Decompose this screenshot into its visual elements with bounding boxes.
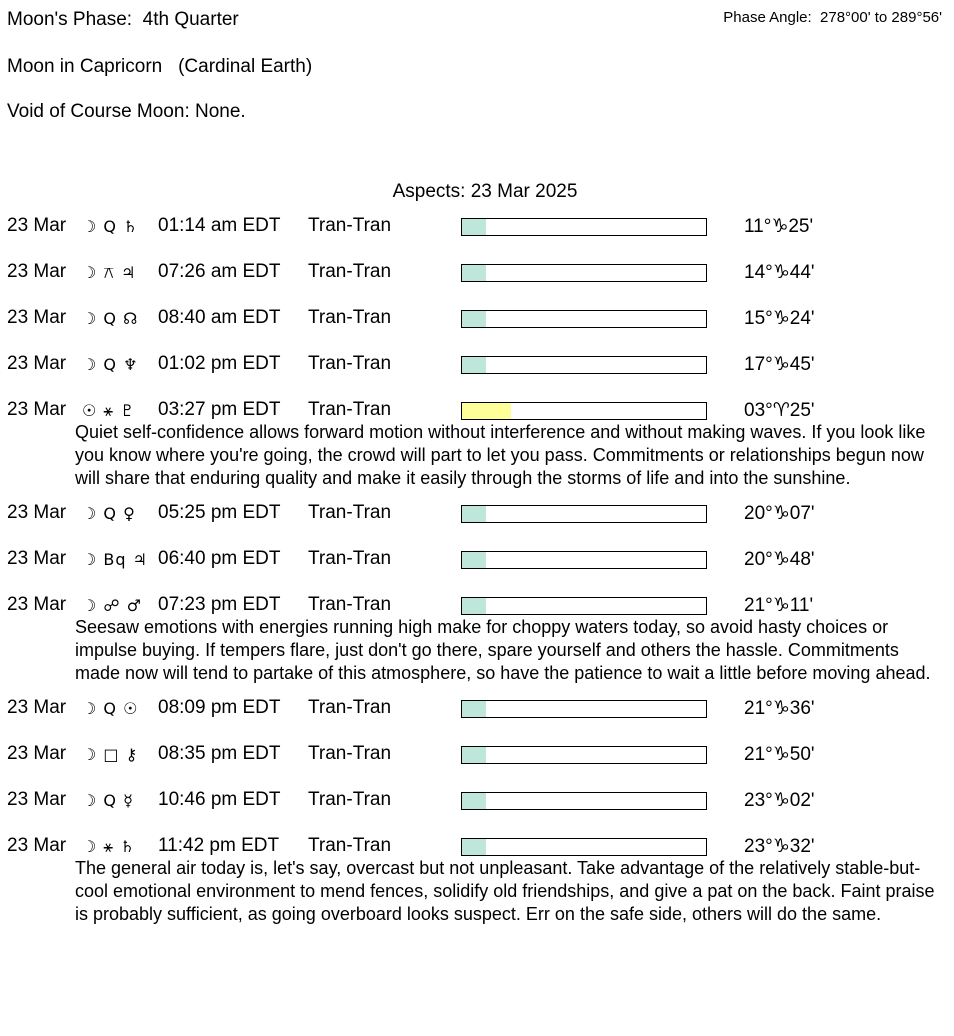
aspect-interpretation: The general air today is, let's say, overcast but not unpleasant. Take advantage of the relatively stable-but-cool emotional environment to mend fences, solidify old friendships, and give a pat on the back. Faint praise is probably sufficient, as going overboard looks suspect. Err on the safe side, others will do the same. <box>75 858 935 924</box>
aspect-position: 20°♑07' <box>744 503 815 524</box>
aspect-type: Tran-Tran <box>308 261 392 282</box>
aspect-time: 03:27 pm EDT <box>158 399 281 420</box>
aspect-glyphs-icon: ☽ Q ♆ <box>82 355 139 374</box>
aspect-row <box>0 742 954 768</box>
aspect-date: 23 Mar <box>7 261 67 282</box>
aspect-position: 23°♑32' <box>744 836 815 857</box>
aspect-entry <box>0 501 954 547</box>
aspect-date: 23 Mar <box>7 353 67 374</box>
aspect-row <box>0 788 954 814</box>
aspect-glyphs-icon: ☽ □ ⚷ <box>82 745 139 764</box>
aspect-type: Tran-Tran <box>308 307 392 328</box>
strength-bar <box>461 597 707 615</box>
aspect-row <box>0 696 954 722</box>
aspect-date: 23 Mar <box>7 307 67 328</box>
strength-bar-fill <box>462 701 486 717</box>
aspect-glyphs-icon: ☽ ⚻ ♃ <box>82 263 137 282</box>
aspect-time: 11:42 pm EDT <box>158 835 280 856</box>
aspect-type: Tran-Tran <box>308 697 392 718</box>
strength-bar-fill <box>462 265 486 281</box>
aspect-position: 23°♑02' <box>744 790 815 811</box>
aspect-row <box>0 260 954 286</box>
aspect-type: Tran-Tran <box>308 353 392 374</box>
aspect-glyphs-icon: ☉ ⚹ ♇ <box>82 401 136 420</box>
aspect-type: Tran-Tran <box>308 548 392 569</box>
aspect-time: 01:02 pm EDT <box>158 353 281 374</box>
aspect-date: 23 Mar <box>7 399 67 420</box>
moon-phase: Moon's Phase: 4th Quarter <box>7 9 239 30</box>
aspect-glyphs-icon: ☽ Q ♀ <box>82 504 136 523</box>
strength-bar-fill <box>462 839 486 855</box>
aspect-glyphs-icon: ☽ ☍ ♂ <box>82 596 143 615</box>
aspect-entry <box>0 398 954 490</box>
aspect-type: Tran-Tran <box>308 743 392 764</box>
aspect-entry <box>0 214 954 260</box>
aspect-entry <box>0 352 954 398</box>
aspect-position: 03°♈25' <box>744 400 815 421</box>
strength-bar <box>461 792 707 810</box>
moon-sign: Moon in Capricorn (Cardinal Earth) <box>7 56 313 77</box>
strength-bar <box>461 264 707 282</box>
aspect-entry <box>0 306 954 352</box>
strength-bar-fill <box>462 506 486 522</box>
aspect-time: 08:35 pm EDT <box>158 743 281 764</box>
aspect-row <box>0 352 954 378</box>
aspect-entry <box>0 742 954 788</box>
aspect-time: 07:23 pm EDT <box>158 594 281 615</box>
aspect-glyphs-icon: ☽ Bq ♃ <box>82 550 148 569</box>
aspect-date: 23 Mar <box>7 789 67 810</box>
void-of-course: Void of Course Moon: None. <box>7 101 246 122</box>
aspect-glyphs-icon: ☽ Q ♄ <box>82 217 139 236</box>
strength-bar-fill <box>462 793 486 809</box>
aspect-position: 15°♑24' <box>744 308 815 329</box>
aspect-entry <box>0 547 954 593</box>
strength-bar <box>461 838 707 856</box>
aspect-row <box>0 398 954 424</box>
aspect-position: 20°♑48' <box>744 549 815 570</box>
strength-bar <box>461 700 707 718</box>
aspect-position: 17°♑45' <box>744 354 815 375</box>
aspect-row <box>0 306 954 332</box>
strength-bar <box>461 551 707 569</box>
aspect-type: Tran-Tran <box>308 502 392 523</box>
aspect-row <box>0 593 954 619</box>
aspect-date: 23 Mar <box>7 835 67 856</box>
aspect-entry <box>0 834 954 926</box>
strength-bar <box>461 356 707 374</box>
aspect-time: 05:25 pm EDT <box>158 502 281 523</box>
aspect-date: 23 Mar <box>7 743 67 764</box>
strength-bar-fill <box>462 357 486 373</box>
aspect-position: 11°♑25' <box>744 216 814 237</box>
strength-bar <box>461 746 707 764</box>
aspect-interpretation: Seesaw emotions with energies running high make for choppy waters today, so avoid hasty choices or impulse buying. If tempers flare, just don't go there, spare yourself and others the hassle. Commitments made now will tend to partake of this atmosphere, so have the patience to wait a little before moving ahead. <box>75 617 931 683</box>
aspect-glyphs-icon: ☽ Q ☿ <box>82 791 134 810</box>
aspect-interpretation: Quiet self-confidence allows forward motion without interference and without making waves. If you look like you know where you're going, the crowd will part to let you pass. Commitments or relationships begun now will share that enduring quality and make it easily through the storms of life and into the sunshine. <box>75 422 926 488</box>
aspect-row <box>0 501 954 527</box>
aspect-time: 10:46 pm EDT <box>158 789 281 810</box>
aspect-entry <box>0 260 954 306</box>
phase-angle: Phase Angle: 278°00' to 289°56' <box>723 9 942 26</box>
aspect-position: 21°♑11' <box>744 595 814 616</box>
aspect-list <box>0 214 954 937</box>
aspect-position: 21°♑36' <box>744 698 815 719</box>
strength-bar-fill <box>462 311 486 327</box>
aspect-entry <box>0 696 954 742</box>
aspect-glyphs-icon: ☽ Q ☊ <box>82 309 139 328</box>
strength-bar-fill <box>462 598 486 614</box>
aspect-entry <box>0 788 954 834</box>
strength-bar-fill <box>462 403 511 419</box>
aspect-date: 23 Mar <box>7 502 67 523</box>
aspect-glyphs-icon: ☽ ⚹ ♄ <box>82 837 136 856</box>
aspect-position: 21°♑50' <box>744 744 815 765</box>
aspect-date: 23 Mar <box>7 594 67 615</box>
aspect-time: 01:14 am EDT <box>158 215 281 236</box>
aspect-row <box>0 834 954 860</box>
aspect-entry <box>0 593 954 685</box>
aspects-title: Aspects: 23 Mar 2025 <box>392 181 578 202</box>
aspect-date: 23 Mar <box>7 548 67 569</box>
aspect-glyphs-icon: ☽ Q ☉ <box>82 699 139 718</box>
strength-bar-fill <box>462 219 486 235</box>
strength-bar <box>461 310 707 328</box>
aspect-type: Tran-Tran <box>308 215 392 236</box>
aspect-row <box>0 547 954 573</box>
aspect-time: 08:09 pm EDT <box>158 697 281 718</box>
strength-bar-fill <box>462 552 486 568</box>
aspect-position: 14°♑44' <box>744 262 815 283</box>
aspect-time: 07:26 am EDT <box>158 261 281 282</box>
aspect-date: 23 Mar <box>7 697 67 718</box>
aspect-type: Tran-Tran <box>308 835 392 856</box>
strength-bar <box>461 505 707 523</box>
aspect-time: 06:40 pm EDT <box>158 548 281 569</box>
strength-bar <box>461 218 707 236</box>
strength-bar <box>461 402 707 420</box>
aspect-row <box>0 214 954 240</box>
aspect-type: Tran-Tran <box>308 594 392 615</box>
strength-bar-fill <box>462 747 486 763</box>
aspect-type: Tran-Tran <box>308 789 392 810</box>
aspect-type: Tran-Tran <box>308 399 392 420</box>
aspect-time: 08:40 am EDT <box>158 307 281 328</box>
aspect-date: 23 Mar <box>7 215 67 236</box>
